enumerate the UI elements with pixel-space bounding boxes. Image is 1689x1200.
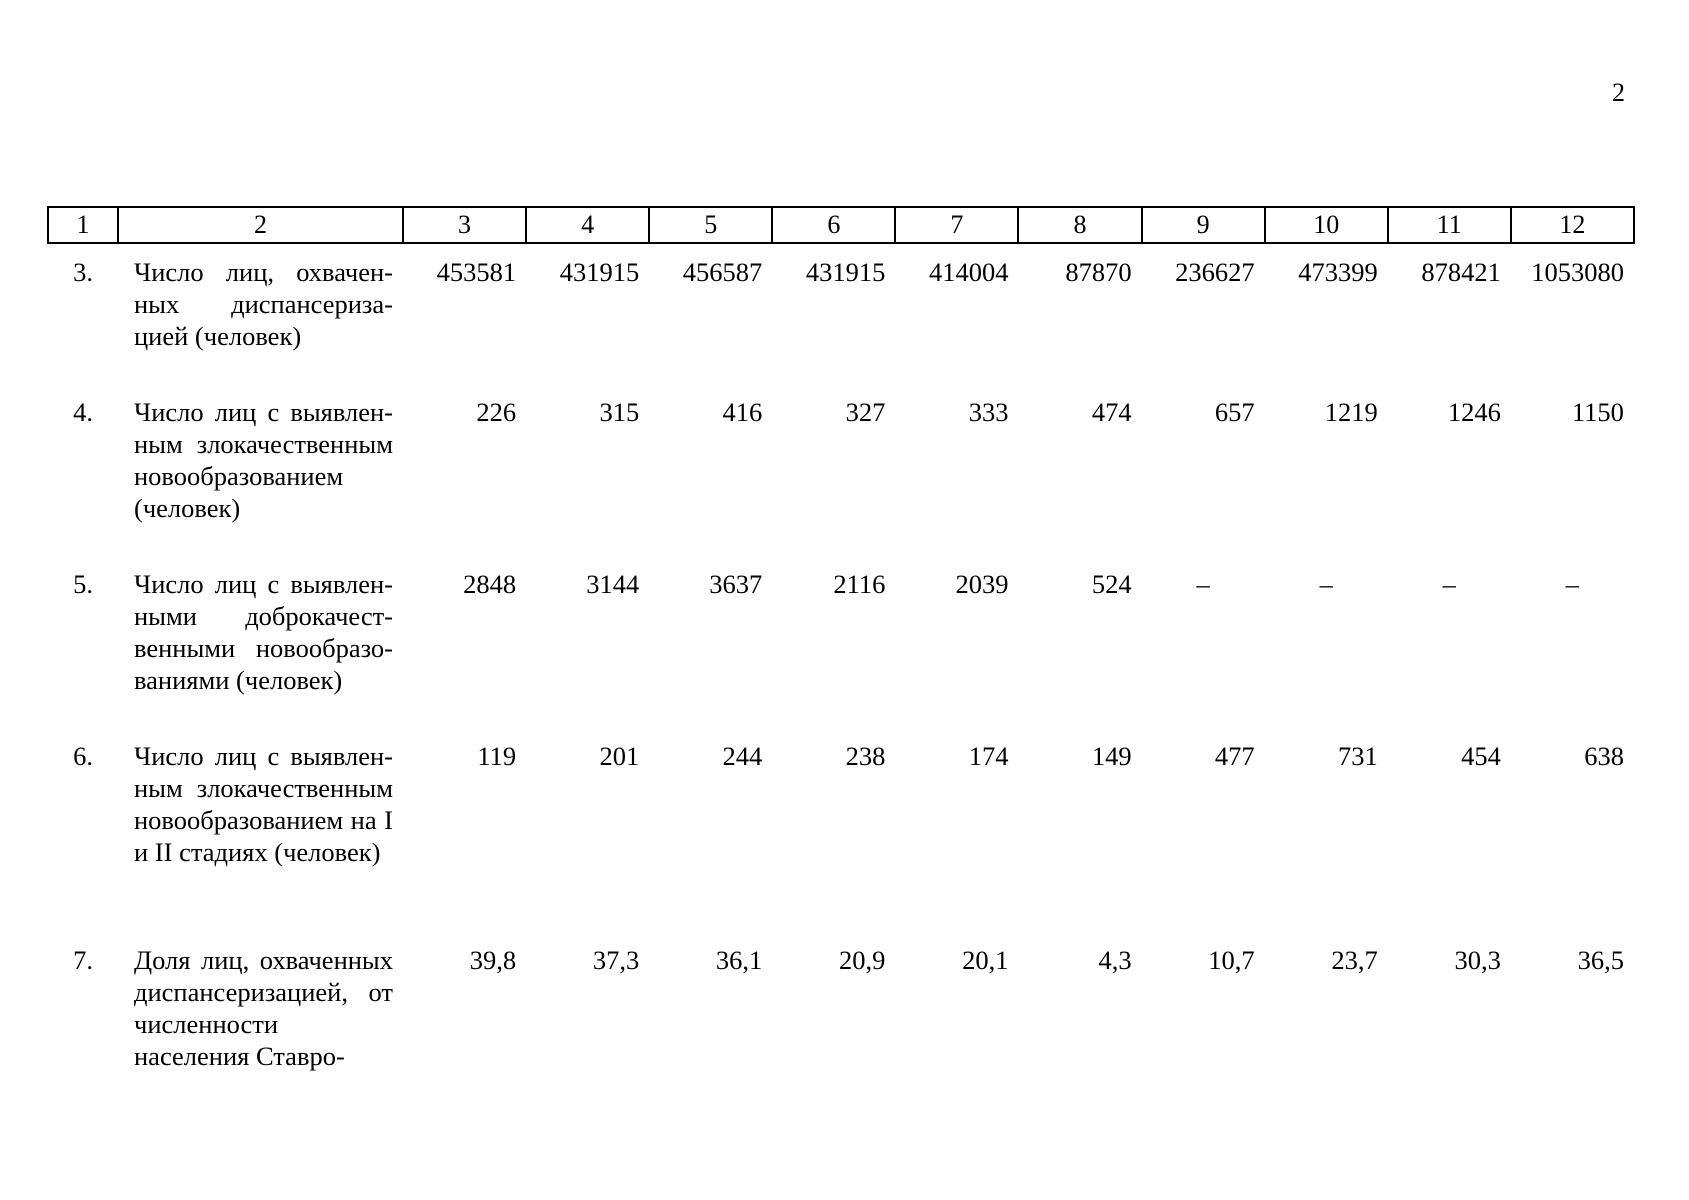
table-cell: 36,5 (1577, 945, 1624, 975)
table-cell: 3144 (586, 569, 640, 599)
table-cell: – (1442, 569, 1456, 599)
table-cell: 524 (1091, 569, 1132, 599)
table-cell: 10,7 (1208, 945, 1255, 975)
column-header: 2 (118, 207, 403, 243)
table-cell: 37,3 (592, 945, 640, 975)
table-row (48, 556, 1634, 728)
table-cell: 315 (599, 397, 640, 427)
table-cell: 87870 (1065, 257, 1132, 287)
table-cell: 226 (476, 397, 517, 427)
table-cell: 119 (477, 741, 517, 771)
column-header: 7 (895, 207, 1018, 243)
table-cell: 201 (599, 741, 640, 771)
table-cell: 333 (968, 397, 1009, 427)
column-header: 9 (1142, 207, 1265, 243)
table-cell: 20,9 (839, 945, 886, 975)
table-cell: 149 (1091, 741, 1132, 771)
table-cell: 30,3 (1454, 945, 1501, 975)
row-number: 5. (73, 569, 93, 599)
table-cell: 238 (845, 741, 886, 771)
row-label: Число лиц с выявленным злокачественным новообразованием на I и II стадиях (человек) (134, 741, 393, 867)
statistics-table (47, 206, 1635, 1088)
table-cell: – (1565, 569, 1580, 599)
table-row (48, 932, 1634, 1088)
table-cell: 2039 (955, 569, 1009, 599)
table-row (48, 243, 1634, 384)
column-header: 1 (48, 207, 118, 243)
table-cell: 3637 (709, 569, 763, 599)
table-cell: 878421 (1421, 257, 1501, 287)
table-cell: 456587 (682, 257, 763, 287)
table-cell: 174 (968, 741, 1009, 771)
table-cell: 416 (722, 397, 763, 427)
column-number-header-row (48, 207, 1634, 243)
table-cell: 453581 (436, 257, 517, 287)
table-cell: 2116 (833, 569, 886, 599)
table-cell: 1150 (1571, 397, 1624, 427)
table-cell: 236627 (1175, 257, 1255, 287)
table-cell: 23,7 (1331, 945, 1378, 975)
column-header: 10 (1265, 207, 1388, 243)
table-cell: 20,1 (962, 945, 1009, 975)
row-label: Число лиц, охваченных диспансеризацией (человек) (134, 257, 393, 351)
table-cell: 473399 (1298, 257, 1378, 287)
column-header: 3 (403, 207, 526, 243)
row-label: Число лиц с выявленным злокачественным новообразованием (человек) (134, 397, 393, 523)
table-cell: 4,3 (1098, 945, 1132, 975)
row-number: 6. (73, 741, 93, 771)
table-cell: 1246 (1447, 397, 1501, 427)
row-number: 7. (73, 945, 93, 975)
table-cell: – (1196, 569, 1210, 599)
column-header: 5 (649, 207, 772, 243)
table-cell: 431915 (805, 257, 886, 287)
table-cell: 731 (1338, 741, 1378, 771)
column-header: 4 (526, 207, 649, 243)
table-cell: 244 (722, 741, 763, 771)
table-cell: 1219 (1324, 397, 1378, 427)
row-number: 4. (73, 397, 93, 427)
table-row (48, 384, 1634, 556)
table-cell: 36,1 (715, 945, 763, 975)
row-number: 3. (73, 257, 93, 287)
column-header: 12 (1511, 207, 1634, 243)
table-cell: – (1319, 569, 1333, 599)
table-cell: 2848 (463, 569, 517, 599)
table-cell: 638 (1584, 741, 1624, 771)
table-cell: 454 (1461, 741, 1501, 771)
table-cell: 414004 (928, 257, 1009, 287)
table-cell: 657 (1214, 397, 1255, 427)
table-cell: 474 (1091, 397, 1132, 427)
row-label: Число лиц с выявленными доброкачественными новообразованиями (человек) (134, 569, 393, 695)
column-header: 6 (772, 207, 895, 243)
table-cell: 39,8 (469, 945, 517, 975)
table-cell: 327 (845, 397, 886, 427)
page-number: 2 (1612, 78, 1625, 107)
column-header: 11 (1388, 207, 1511, 243)
row-label: Доля лиц, охваченных диспансеризацией, от численности населения Ставро- (134, 945, 393, 1071)
table-cell: 431915 (559, 257, 640, 287)
table-cell: 477 (1214, 741, 1255, 771)
statistics-table-container (47, 206, 1633, 1088)
column-header: 8 (1018, 207, 1141, 243)
table-cell: 1053080 (1531, 257, 1624, 287)
table-row (48, 728, 1634, 932)
